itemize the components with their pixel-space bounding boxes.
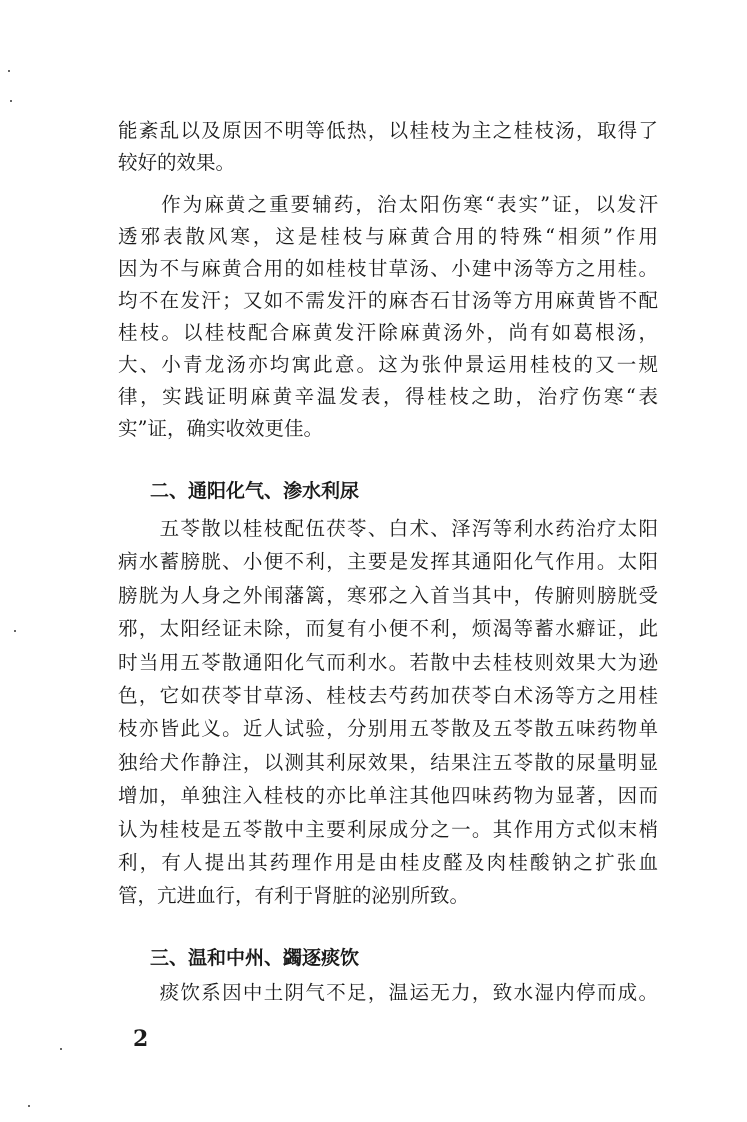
text-line: 均不在发汗；又如不需发汗的麻杏石甘汤等方用麻黄皆不配: [118, 289, 658, 312]
text-line: 较好的效果。: [118, 151, 236, 174]
text-line: 作为麻黄之重要辅药，治太阳伤寒“表实”证，以发汗: [118, 193, 658, 216]
text-line: 实”证，确实收效更佳。: [118, 417, 323, 440]
scan-speck: [28, 1105, 30, 1107]
intro-paragraph: [118, 115, 658, 179]
text-line: 因为不与麻黄合用的如桂枝甘草汤、小建中汤等方之用桂。: [118, 257, 658, 280]
text-line: 认为桂枝是五苓散中主要利尿成分之一。其作用方式似末梢: [118, 817, 658, 841]
text-line: 管，亢进血行，有利于肾脏的泌别所致。: [118, 884, 470, 908]
text-line: 增加，单独注入桂枝的亦比单注其他四味药物为显著，因而: [118, 784, 658, 808]
text-line: 枝亦皆此义。近人试验，分别用五苓散及五苓散五味药物单: [118, 717, 658, 741]
text-line: 独给犬作静注，以测其利尿效果，结果注五苓散的尿量明显: [118, 750, 658, 774]
text-line: 时当用五苓散通阳化气而利水。若散中去桂枝则效果大为逊: [118, 650, 658, 674]
text-line: 透邪表散风寒，这是桂枝与麻黄合用的特殊“相须”作用: [118, 225, 658, 248]
section-heading-3: 三、温和中州、蠲逐痰饮: [150, 947, 360, 969]
scan-speck: [60, 1048, 62, 1050]
scan-speck: [10, 100, 12, 102]
text-line: 痰饮系因中土阴气不足，温运无力，致水湿内停而成。: [118, 981, 658, 1004]
text-line: 利，有人提出其药理作用是由桂皮醛及肉桂酸钠之扩张血: [118, 850, 658, 874]
text-line: 五苓散以桂枝配伍茯苓、白术、泽泻等利水药治疗太阳: [118, 517, 658, 540]
text-line: 膀胱为人身之外闱藩篱，寒邪之入首当其中，传腑则膀胱受: [118, 583, 658, 607]
text-line: 律，实践证明麻黄辛温发表，得桂枝之助，治疗伤寒“表: [118, 385, 658, 408]
wuling-paragraph: [118, 512, 658, 913]
page-number: 2: [133, 1026, 149, 1052]
scan-speck: [14, 630, 16, 632]
scan-speck: [8, 70, 10, 72]
section-heading-2: 二、通阳化气、渗水利尿: [150, 480, 360, 502]
text-line: 桂枝。以桂枝配合麻黄发汗除麻黄汤外，尚有如葛根汤，: [118, 321, 658, 344]
text-line: 大、小青龙汤亦均寓此意。这为张仲景运用桂枝的又一规: [118, 353, 658, 376]
mahuang-paragraph: [118, 189, 658, 445]
text-line: 色，它如茯苓甘草汤、桂枝去芍药加茯苓白术汤等方之用桂: [118, 683, 658, 707]
text-line: 能紊乱以及原因不明等低热，以桂枝为主之桂枝汤，取得了: [118, 119, 658, 142]
text-line: 邪，太阳经证未除，而复有小便不利，烦渴等蓄水癖证，此: [118, 617, 658, 641]
tanyin-paragraph: [118, 977, 658, 1009]
text-line: 病水蓄膀胱、小便不利，主要是发挥其通阳化气作用。太阳: [118, 550, 658, 574]
